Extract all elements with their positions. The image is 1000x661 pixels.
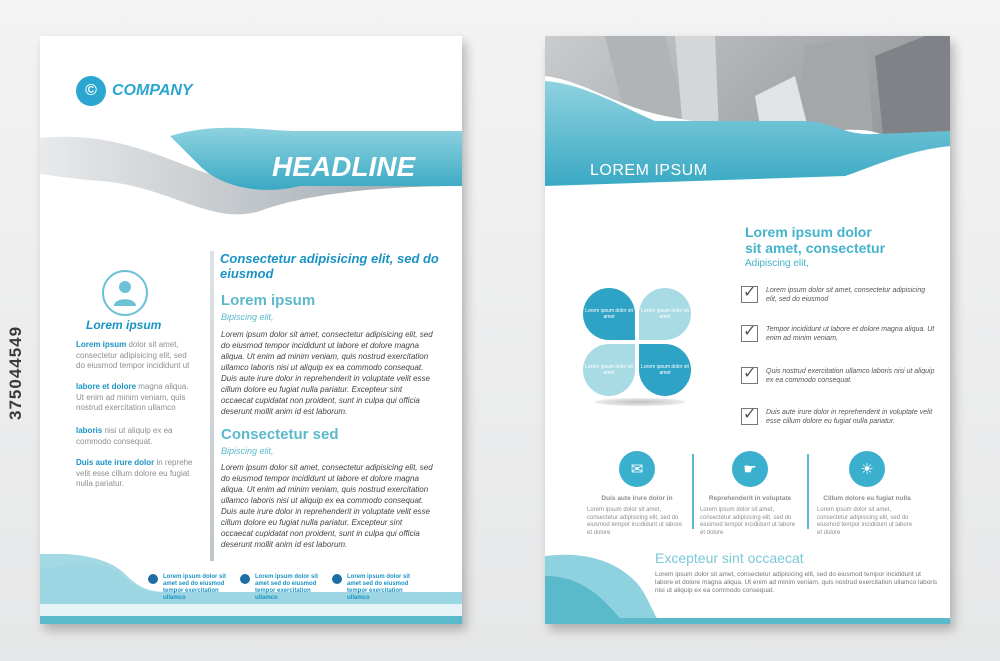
sidebar-title: Lorem ipsum xyxy=(86,318,162,332)
headline: HEADLINE xyxy=(272,151,416,182)
right-title: LOREM IPSUM DOLOR SIT xyxy=(590,162,708,200)
section1-subtitle: Bipiscing elit, xyxy=(221,312,274,322)
checkbox-icon xyxy=(741,286,758,303)
chat-icon xyxy=(148,574,158,584)
chat-icon: ✉ xyxy=(619,451,655,487)
section2-body: Lorem ipsum dolor sit amet, consectetur adipisicing elit, sed do eiusmod tempor incididunt ut labore et dolore magna aliqua. Ut enim ad minim veniam, quis nostrud exercitation ullamco laboris nisi ut aliquip ex ea commodo consequat. Duis aute irure dolor in reprehenderit in voluptate velit esse cillum dolore eu fugiat nulla pariatur. Excepteur sint occaecat cupidatat non proident, sunt in culpa qui officia deserunt mollit anim id est laborum. xyxy=(221,463,433,549)
right-subheading: Adipiscing elit, xyxy=(745,258,809,269)
brochure-right-page xyxy=(545,36,950,624)
feature-1: ✉ Duis aute irure dolor in Lorem ipsum dolor sit amet, consectetur adipisicing elit, sed do eiusmod tempor incididunt ut labore et dolore xyxy=(587,451,687,537)
section1-body: Lorem ipsum dolor sit amet, consectetur adipisicing elit, sed do eiusmod tempor incididunt ut labore et dolore magna aliqua. Ut enim ad minim veniam, quis nostrud exercitation ullamco laboris nisi ut aliquip ex ea commodo consequat. Duis aute irure dolor in reprehenderit in voluptate velit esse cillum dolore eu fugiat nulla pariatur. Excepteur sint occaecat cupidatat non proident, sunt in culpa qui officia deserunt mollit anim id est laborum. xyxy=(221,330,433,416)
footer-item-3: Lorem ipsum dolor sit amet sed do eiusmod tempor exercitation ullamco xyxy=(332,574,417,602)
checklist-item-1: ✓ Lorem ipsum dolor sit amet, consectetur adipisicing elit, sed do eiusmod xyxy=(741,286,936,304)
bottom-body: Lorem ipsum dolor sit amet, consectetur adipisicing elit, sed do eiusmod tempor incididunt ut labore et dolore magna aliqua. Ut enim ad minim veniam, quis nostrud exercitation ullamco laboris nisi ut aliquip ex ea commodo consequat. xyxy=(655,571,938,594)
right-heading: Lorem ipsum dolor sit amet, consectetur xyxy=(745,224,886,256)
stock-id-watermark: 375044549 xyxy=(6,325,25,420)
sidebar-paragraph-4: Duis aute irure dolor in reprehe velit esse cillum dolore eu fugiat nulla pariatur. xyxy=(76,458,193,488)
handshake-icon xyxy=(240,574,250,584)
bottom-title: Excepteur sint occaecat xyxy=(655,550,804,566)
footer-item-1: Lorem ipsum dolor sit amet sed do eiusmod tempor exercitation ullamco xyxy=(148,574,233,602)
handshake-icon: ☛ xyxy=(732,451,768,487)
feature-3: ☀ Cillum dolore eu fugiat nulla Lorem ipsum dolor sit amet, consectetur adipisicing elit, sed do eiusmod tempor incididunt ut labore et dolore xyxy=(817,451,917,537)
company-name: COMPANY xyxy=(112,82,193,99)
petal-infographic xyxy=(583,288,693,398)
person-icon xyxy=(102,270,148,316)
feature-divider xyxy=(807,454,809,529)
checkbox-icon xyxy=(741,325,758,342)
petal-4: Lorem ipsum dolor sit amet xyxy=(639,344,691,396)
checkbox-icon xyxy=(741,408,758,425)
petal-1: Lorem ipsum dolor sit amet xyxy=(583,288,635,340)
lightbulb-icon xyxy=(332,574,342,584)
checklist-item-4: ✓ Duis aute irure dolor in reprehenderit in voluptate velit esse cillum dolore eu fugiat nulla pariatur. xyxy=(741,408,936,426)
petal-2: Lorem ipsum dolor sit amet xyxy=(639,288,691,340)
checklist-item-3: ✓ Quis nostrud exercitation ullamco laboris nisi ut aliquip ex ea commodo consequat. xyxy=(741,367,936,385)
copyright-icon: © xyxy=(76,76,106,106)
feature-divider xyxy=(692,454,694,529)
petal-3: Lorem ipsum dolor sit amet xyxy=(583,344,635,396)
company-logo xyxy=(76,76,193,106)
feature-2: ☛ Reprehenderit in voluptate Lorem ipsum dolor sit amet, consectetur adipisicing elit, sed do eiusmod tempor incididunt ut labore et dolore xyxy=(700,451,800,537)
section1-title: Lorem ipsum xyxy=(221,292,316,309)
petal-shadow xyxy=(595,398,685,406)
lightbulb-icon: ☀ xyxy=(849,451,885,487)
section2-title: Consectetur sed xyxy=(221,426,339,443)
sidebar-paragraph-2: labore et dolore magna aliqua. Ut enim ad minim veniam, quis nostrud exercitation ullamco xyxy=(76,382,189,412)
column-divider xyxy=(210,251,214,561)
sidebar-paragraph-1: Lorem ipsum dolor sit amet, consectetur adipisicing elit, sed do eiusmod tempor incididunt ut xyxy=(76,340,190,370)
sidebar-paragraph-3: laboris nisi ut aliquip ex ea commodo consequat. xyxy=(76,426,173,446)
checkbox-icon xyxy=(741,367,758,384)
section2-subtitle: Bipiscing elit, xyxy=(221,446,274,456)
footer-item-2: Lorem ipsum dolor sit amet sed do eiusmod tempor exercitation ullamco xyxy=(240,574,325,602)
checklist-item-2: ✓ Tempor incididunt ut labore et dolore magna aliqua. Ut enim ad minim veniam, xyxy=(741,325,936,343)
brochure-left-page xyxy=(40,36,462,624)
subheadline: Consectetur adipisicing elit, sed do eiusmod xyxy=(220,251,439,281)
